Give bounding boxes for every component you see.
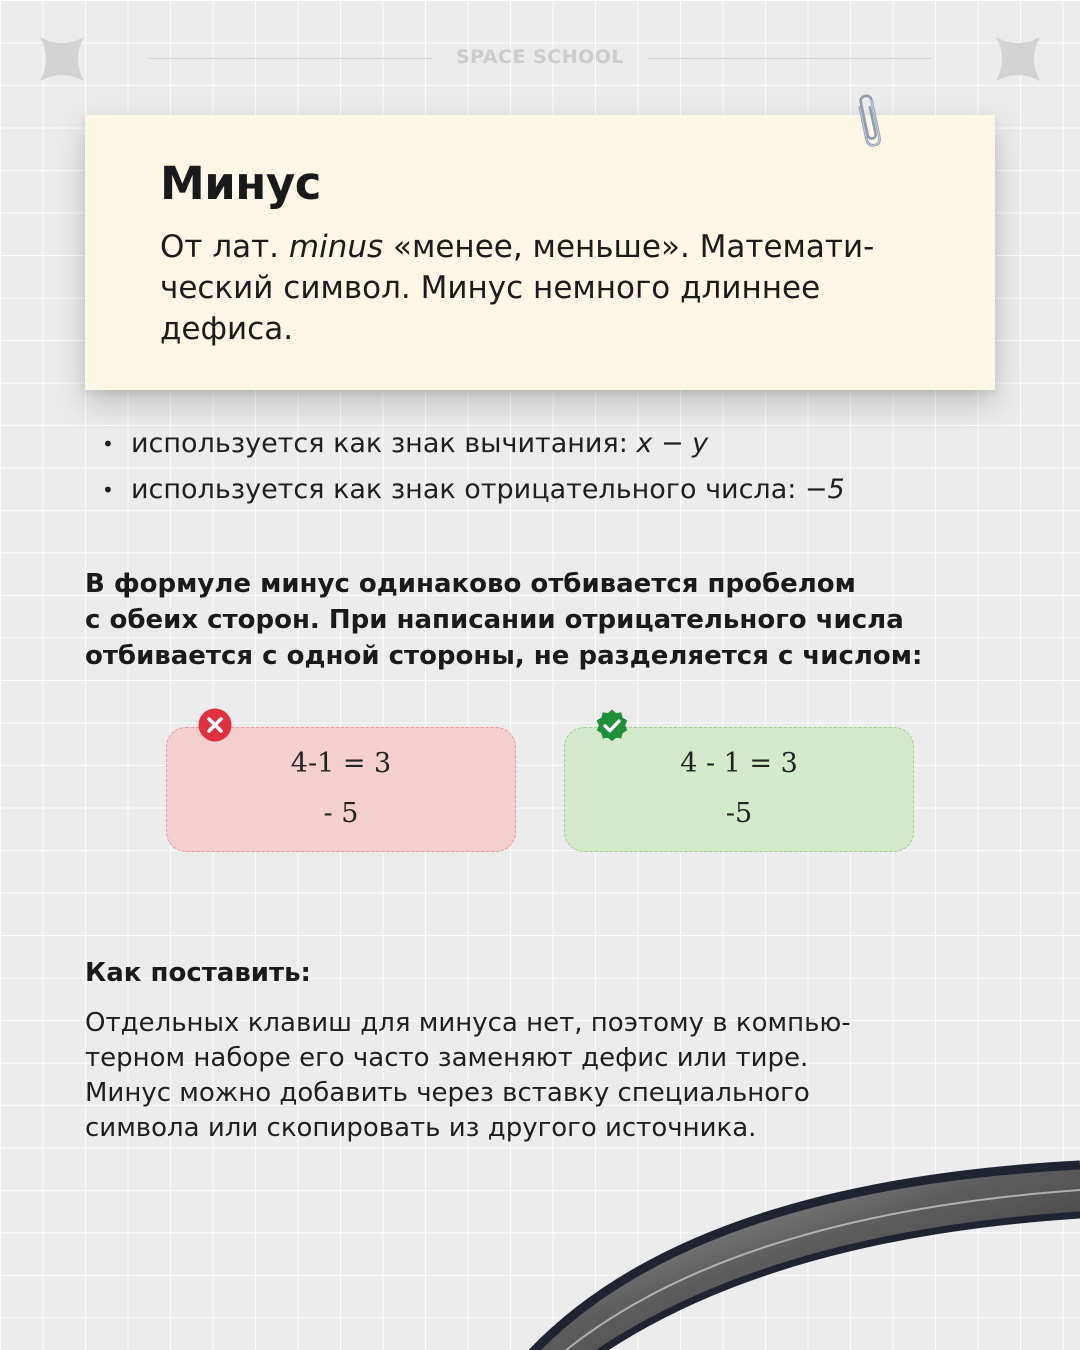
- definition-line-1: [160, 227, 960, 268]
- paperclip-icon: [852, 92, 884, 152]
- definition-card: [85, 115, 995, 390]
- correct-negative-number: -5: [725, 798, 753, 829]
- card-title: Минус: [160, 157, 321, 210]
- correct-example-box: [564, 727, 914, 852]
- brand-name: SPACE SCHOOL: [455, 46, 625, 68]
- list-item: [100, 424, 845, 470]
- card-definition: [160, 227, 960, 350]
- usage-list: [100, 424, 845, 516]
- checkmark-icon: [594, 708, 630, 744]
- latin-term: minus: [288, 229, 384, 265]
- howto-line-4: символа или скопировать из другого источника.: [85, 1113, 757, 1143]
- definition-line-2: ческий символ. Минус немного длиннее: [160, 270, 821, 306]
- definition-prefix: От лат.: [160, 229, 289, 265]
- howto-line-2: терном наборе его часто заменяют дефис или тире.: [85, 1043, 809, 1073]
- rule-line-1: В формуле минус одинаково отбивается пробелом: [85, 569, 856, 599]
- star-icon: [39, 36, 85, 82]
- x-mark-icon: [197, 707, 233, 743]
- howto-heading: Как поставить:: [85, 958, 311, 988]
- wrong-negative-number: - 5: [323, 798, 359, 829]
- howto-line-3: Минус можно добавить через вставку специального: [85, 1078, 810, 1108]
- definition-line-3: дефиса.: [160, 311, 294, 347]
- correct-formula: 4 - 1 = 3: [680, 748, 798, 779]
- definition-suffix: «менее, меньше». Математи-: [383, 229, 875, 265]
- usage-text: используется как знак вычитания:: [131, 428, 637, 459]
- howto-text: [85, 1006, 1025, 1146]
- spacing-rule: [85, 566, 1025, 674]
- rule-line-3: отбивается с одной стороны, не разделяется с числом:: [85, 641, 923, 671]
- usage-example: −5: [804, 474, 845, 505]
- wrong-formula: 4-1 = 3: [290, 748, 392, 779]
- bullet-icon: •: [102, 478, 114, 502]
- list-item: [100, 470, 845, 516]
- decorative-ring-icon: [520, 1155, 1080, 1350]
- usage-example: x − y: [636, 428, 709, 459]
- howto-line-1: Отдельных клавиш для минуса нет, поэтому в компью-: [85, 1008, 851, 1038]
- wrong-example-box: [166, 727, 516, 852]
- rule-line-2: с обеих сторон. При написании отрицательного числа: [85, 605, 904, 635]
- usage-text: используется как знак отрицательного числа:: [131, 474, 805, 505]
- star-icon: [995, 36, 1041, 82]
- bullet-icon: •: [102, 432, 114, 456]
